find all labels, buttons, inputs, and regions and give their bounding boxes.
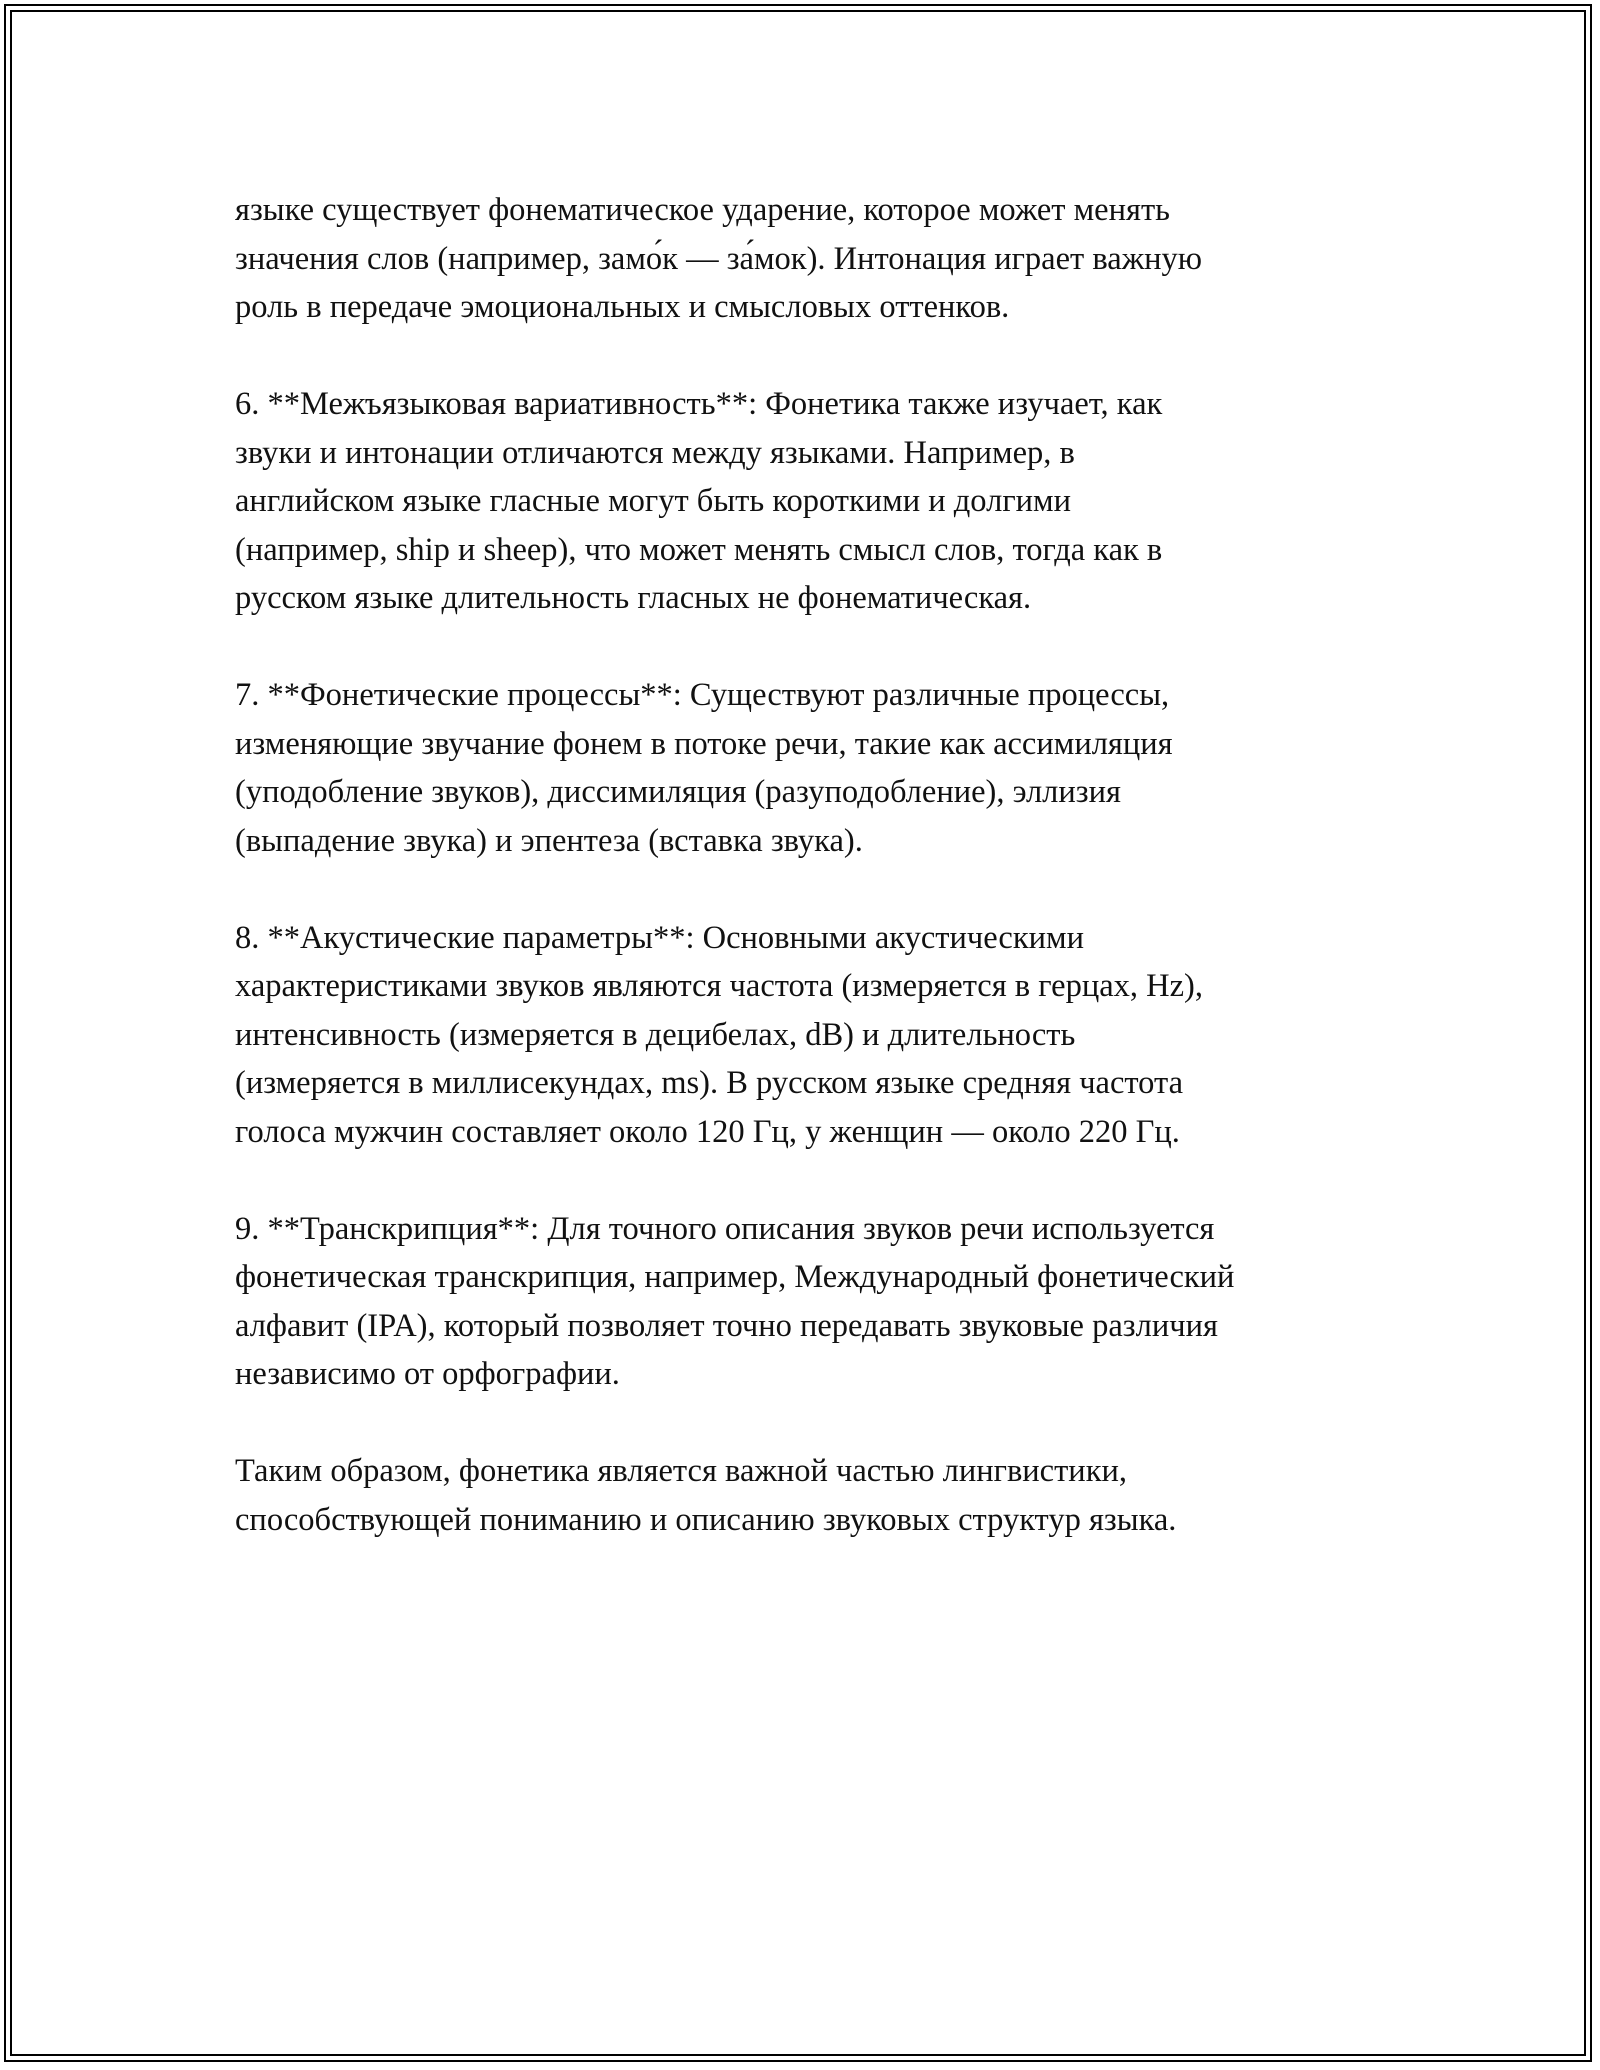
- paragraph-conclusion: Таким образом, фонетика является важной частью лингвистики, способствующей пониманию и описанию звуковых структур языка.: [235, 1453, 1177, 1538]
- paragraph-phonetic-processes: 7. **Фонетические процессы**: Существуют различные процессы, изменяющие звучание фонем в потоке речи, такие как ассимиляция (уподобление звуков), диссимиляция (разуподобление), эллизия (выпадение звука) и эпентеза (вставка звука).: [235, 677, 1173, 859]
- paragraph-transcription: 9. **Транскрипция**: Для точного описания звуков речи используется фонетическая транскрипция, например, Международный фонетический алфавит (IPA), который позволяет точно передавать звуковые различия независимо от орфографии.: [235, 1210, 1235, 1392]
- paragraph-cross-language-variation: 6. **Межъязыковая вариативность**: Фонетика также изучает, как звуки и интонации отличаются между языками. Например, в английском языке гласные могут быть короткими и долгими (например, ship и sheep), что может менять смысл слов, тогда как в русском языке длительность гласных не фонематическая.: [235, 386, 1163, 616]
- paragraph-acoustic-parameters: 8. **Акустические параметры**: Основными акустическими характеристиками звуков являются частота (измеряется в герцах, Hz), интенсивность (измеряется в децибелах, dB) и длительность (измеряется в миллисекундах, ms). В русском языке средняя частота голоса мужчин составляет около 120 Гц, у женщин — около 220 Гц.: [235, 919, 1204, 1150]
- document-body: [235, 186, 1385, 1544]
- paragraph-stress-intonation: языке существует фонематическое ударение, которое может менять значения слов (например, замо́к — за́мок). Интонация играет важную роль в передаче эмоциональных и смысловых оттенков.: [235, 192, 1203, 325]
